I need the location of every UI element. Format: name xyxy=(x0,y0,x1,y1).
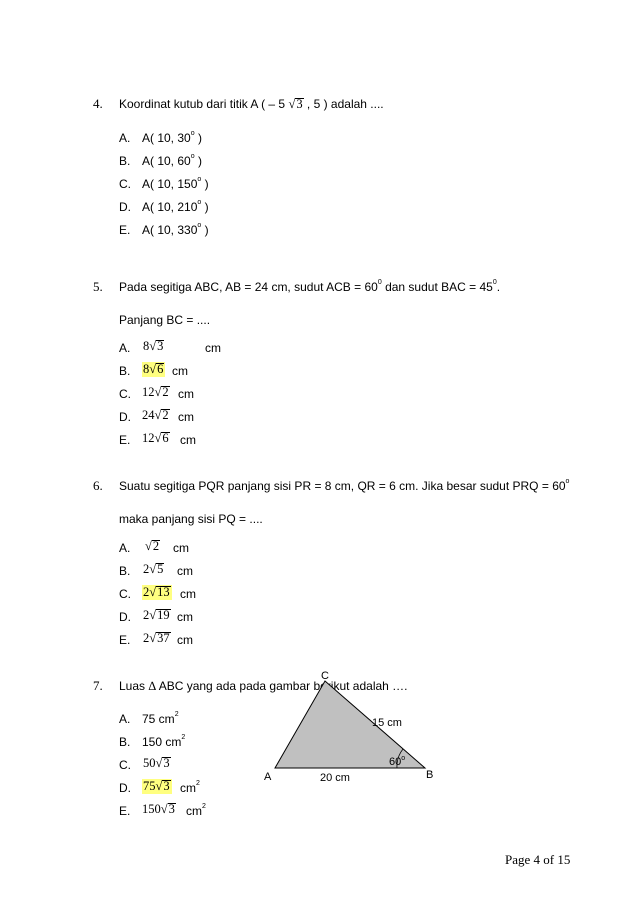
q6-option-a[interactable]: A. xyxy=(119,541,131,555)
q4-option-b[interactable]: B. xyxy=(119,154,131,168)
q5-line2: Panjang BC = .... xyxy=(119,313,211,327)
q6-option-d[interactable]: D. xyxy=(119,610,131,624)
q5-option-c-unit: cm xyxy=(178,387,194,401)
q5-stem: Pada segitiga ABC, AB = 24 cm, sudut ACB = $60^0$ dan sudut BAC = $45^0$. xyxy=(119,279,501,294)
q6-option-d-value: 2√19 xyxy=(143,608,170,622)
vertex-a-label: A xyxy=(264,771,272,783)
q4-option-e[interactable]: E. xyxy=(119,223,131,237)
page-number: Page 4 of 15 xyxy=(505,852,571,867)
q5-number: 5. xyxy=(93,279,103,294)
q6-option-b-unit: cm xyxy=(177,564,193,578)
q6-option-a-unit: cm xyxy=(173,541,189,555)
q7-option-d-value-highlighted: 75√3 xyxy=(143,779,170,793)
q7-option-e-unit: $cm^2$ xyxy=(186,803,206,818)
q4-stem: Koordinat kutub dari titik A ( – 5 √3 , 5 ) adalah .... xyxy=(119,97,384,111)
triangle-abc-figure xyxy=(255,668,455,788)
q4-option-c-text: A( 10, 150$^o$ ) xyxy=(142,176,209,191)
q6-option-c-value-highlighted: 2√13 xyxy=(143,585,170,599)
q7-option-c-value: 50√3 xyxy=(143,756,170,770)
q5-option-e[interactable]: E. xyxy=(119,433,131,447)
q4-option-c[interactable]: C. xyxy=(119,177,131,191)
q6-line2: maka panjang sisi PQ = .... xyxy=(119,512,263,526)
q4-option-e-text: A( 10, 330$^o$ ) xyxy=(142,222,209,237)
q6-option-a-value: √2 xyxy=(145,539,160,553)
q4-number: 4. xyxy=(93,96,103,111)
q5-option-d-value: 24√2 xyxy=(142,408,169,422)
q6-option-b[interactable]: B. xyxy=(119,564,131,578)
side-bc-label: 15 cm xyxy=(372,717,402,729)
q7-number: 7. xyxy=(93,678,103,693)
q7-option-a-text: 75 $cm^2$ xyxy=(142,711,179,726)
q5-option-c-value: 12√2 xyxy=(142,385,169,399)
q5-option-e-unit: cm xyxy=(180,433,196,447)
vertex-b-label: B xyxy=(426,769,434,781)
q6-option-d-unit: cm xyxy=(177,610,193,624)
q7-option-e[interactable]: E. xyxy=(119,804,131,818)
q6-option-b-value: 2√5 xyxy=(143,562,164,576)
q4-stem-root: 3 xyxy=(296,97,303,111)
q6-option-e-unit: cm xyxy=(177,633,193,647)
q6-option-e-value: 2√37 xyxy=(143,631,170,645)
vertex-c-label: C xyxy=(321,670,329,682)
q7-option-d[interactable]: D. xyxy=(119,781,131,795)
q6-option-e[interactable]: E. xyxy=(119,633,131,647)
q5-option-b-unit: cm xyxy=(172,364,188,378)
q4-option-a[interactable]: A. xyxy=(119,131,131,145)
q5-option-e-value: 12√6 xyxy=(142,431,169,445)
q7-option-c[interactable]: C. xyxy=(119,758,131,772)
q4-option-b-text: A( 10, 60$^o$ ) xyxy=(142,153,202,168)
q5-option-d-unit: cm xyxy=(178,410,194,424)
q7-option-b-text: 150 $cm^2$ xyxy=(142,734,186,749)
q5-option-a[interactable]: A. xyxy=(119,341,131,355)
q7-option-e-value: 150√3 xyxy=(142,802,175,816)
q7-stem: Luas ∆ ABC yang ada pada gambar berikut adalah …. xyxy=(119,679,408,693)
q5-option-c[interactable]: C. xyxy=(119,387,131,401)
q7-option-a[interactable]: A. xyxy=(119,712,131,726)
q4-option-d[interactable]: D. xyxy=(119,200,131,214)
q7-option-b[interactable]: B. xyxy=(119,735,131,749)
q6-option-c-unit: cm xyxy=(180,587,196,601)
q6-stem: Suatu segitiga PQR panjang sisi PR = 8 cm, QR = 6 cm. Jika besar sudut PRQ = $60^o$ xyxy=(119,478,570,493)
q5-option-b[interactable]: B. xyxy=(119,364,131,378)
side-ab-label: 20 cm xyxy=(320,772,350,784)
q4-option-a-text: A( 10, 30$^o$ ) xyxy=(142,130,202,145)
q5-option-d[interactable]: D. xyxy=(119,410,131,424)
q6-number: 6. xyxy=(93,478,103,493)
q5-option-a-unit: cm xyxy=(205,341,221,355)
q4-option-d-text: A( 10, 210$^o$ ) xyxy=(142,199,209,214)
q5-option-b-value-highlighted: 8√6 xyxy=(143,362,164,376)
angle-b-label: 60$^o$ xyxy=(389,755,406,768)
q6-option-c[interactable]: C. xyxy=(119,587,131,601)
q7-option-d-unit: $cm^2$ xyxy=(180,780,200,795)
q5-option-a-value: 8√3 xyxy=(143,339,164,353)
